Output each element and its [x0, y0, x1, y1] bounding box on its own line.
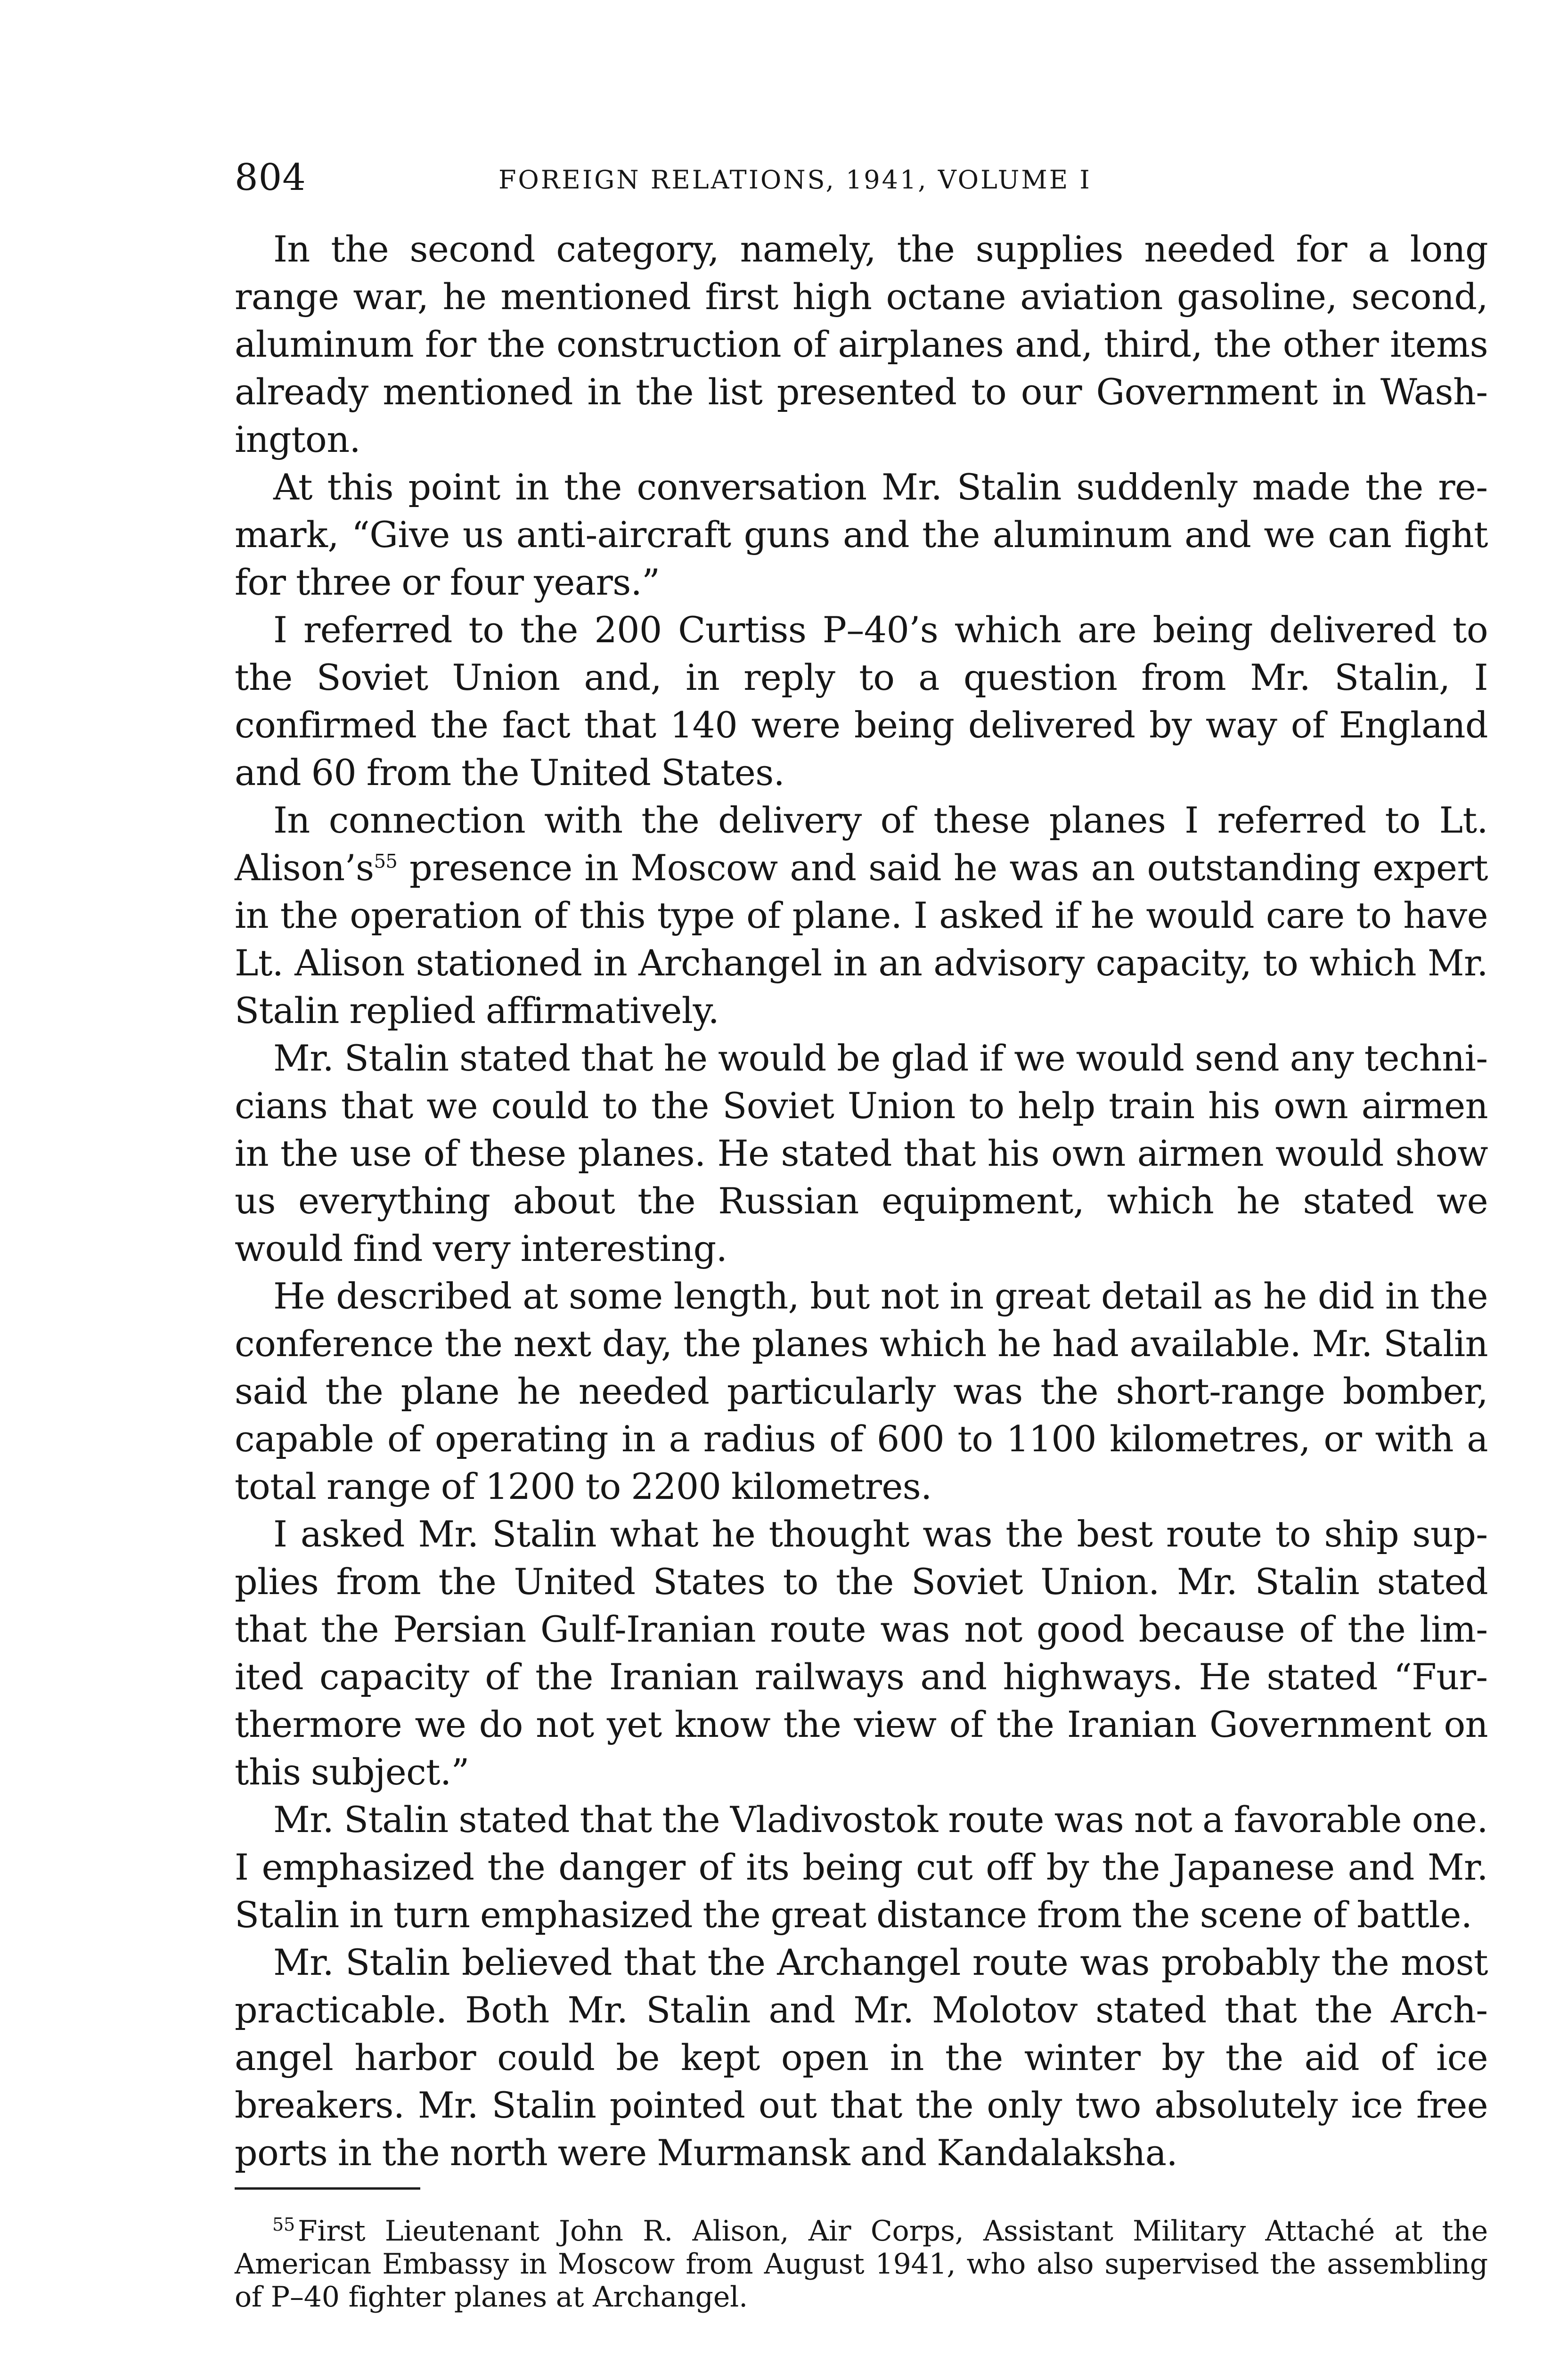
footnote-reference-55: 55 [374, 851, 398, 873]
paragraph-6: He described at some length, but not in great detail as he did in the conference the next day, the planes which he had available. Mr. Stalin said the plane he needed particularly was the short-range bomber, capable of operating in a radius of 600 to 1100 kilometres, or with a total range of 1200 to 2200 kilometres. [235, 1275, 1488, 1507]
paragraph-4-text-before-ref: In connection with the delivery of these planes I referred to Lt. Alison’s [235, 799, 1488, 889]
paragraph-4-text-after-ref: presence in Moscow and said he was an outstanding expert in the operation of this type of plane. I asked if he would care to have Lt. Alison stationed in Archangel in an advisory capacity, to which Mr. Stalin replied affirmatively. [235, 847, 1488, 1031]
paragraph-3: I referred to the 200 Curtiss P–40’s which are being delivered to the Soviet Union and, in reply to a question from Mr. Stalin, I confirmed the fact that 140 were being delivered by way of England and 60 from the United States. [235, 609, 1488, 794]
footnote-marker: 55 [272, 2214, 295, 2235]
page-number: 804 [235, 156, 306, 199]
footnote-55 [235, 2215, 1488, 2314]
footnote-divider [235, 2187, 420, 2190]
paragraph-8: Mr. Stalin stated that the Vladivostok route was not a favorable one. I emphasized the danger of its being cut off by the Japanese and Mr. Stalin in turn emphasized the great distance from the scene of battle. [235, 1799, 1488, 1936]
running-title: FOREIGN RELATIONS, 1941, VOLUME I [498, 165, 1092, 195]
footnote-text: First Lieutenant John R. Alison, Air Corps, Assistant Military Attaché at the American Embassy in Moscow from August 1941, who also supervised the assembling of P–40 fighter planes at Archangel. [235, 2215, 1488, 2314]
paragraph-5: Mr. Stalin stated that he would be glad if we would send any technicians that we could to the Soviet Union to help train his own airmen in the use of these planes. He stated that his own airmen would show us everything about the Russian equipment, which he stated we would find very interesting. [235, 1037, 1488, 1269]
paragraph-9: Mr. Stalin believed that the Archangel route was probably the most practicable. Both Mr. Stalin and Mr. Molotov stated that the Archangel harbor could be kept open in the winter by the aid of ice breakers. Mr. Stalin pointed out that the only two absolutely ice free ports in the north were Murmansk and Kandalaksha. [235, 1941, 1488, 2174]
paragraph-2: At this point in the conversation Mr. Stalin suddenly made the remark, “Give us anti-aircraft guns and the aluminum and we can fight for three or four years.” [235, 466, 1488, 603]
paragraph-1: In the second category, namely, the supplies needed for a long range war, he mentioned first high octane aviation gasoline, second, aluminum for the construction of airplanes and, third, the other items already mentioned in the list presented to our Government in Washington. [235, 228, 1488, 460]
paragraph-4 [235, 796, 1488, 1034]
body-text [235, 225, 1488, 2176]
page-header [235, 152, 1488, 204]
paragraph-7: I asked Mr. Stalin what he thought was the best route to ship supplies from the United States to the Soviet Union. Mr. Stalin stated that the Persian Gulf-Iranian route was not good because of the limited capacity of the Iranian railways and highways. He stated “Furthermore we do not yet know the view of the Iranian Government on this subject.” [235, 1513, 1488, 1793]
